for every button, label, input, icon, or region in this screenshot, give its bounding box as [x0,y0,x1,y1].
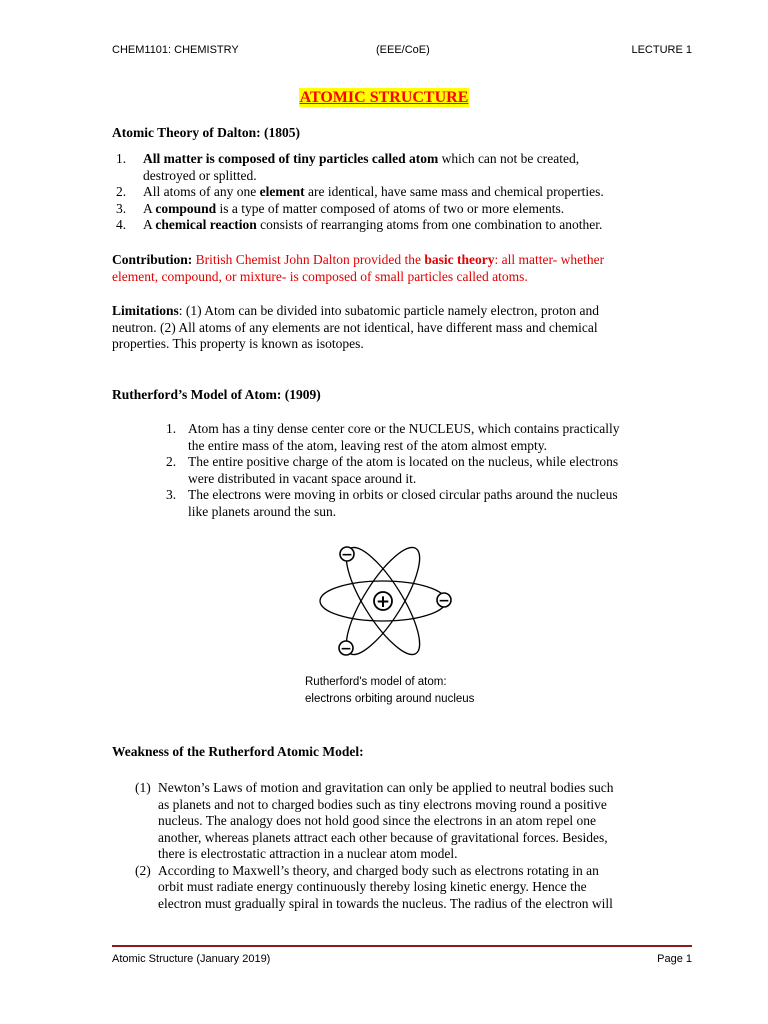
limitations-label: Limitations [112,303,179,318]
list-item [166,487,696,520]
contribution-text: element, compound, or mixture- is composed of small particles called atoms. [112,268,528,284]
electron-sign: − [340,641,352,657]
nucleus-sign: + [375,592,391,612]
electron-sign: − [438,593,450,609]
limitations-text: properties. This property is known as isotopes. [112,336,364,351]
rutherford-heading: Rutherford’s Model of Atom: (1909) [112,387,321,402]
item-bold: compound [155,200,217,216]
item-text: According to Maxwell’s theory, and charged body such as electrons rotating in an [158,862,599,878]
electron [437,593,451,609]
list-item [116,184,686,201]
electron-sign: − [341,547,353,563]
item-text: A [143,217,156,232]
list-item [116,201,686,218]
item-text: A [143,200,156,216]
item-text: orbit must radiate energy continuously thereby losing kinetic energy. Hence the [158,879,587,894]
list-item [135,780,695,863]
contribution-label: Contribution: [112,252,193,267]
item-text: consists of rearranging atoms from one combination to another. [256,217,603,232]
item-bold: element [259,184,305,199]
electron [340,547,354,563]
item-text: The entire positive charge of the atom is located on the nucleus, while electrons [188,454,619,469]
rutherford-list [166,421,696,520]
contribution-bold: basic theory [424,252,495,267]
item-text: are identical, have same mass and chemical properties. [304,184,604,199]
item-number: (1) [135,780,151,795]
dalton-list [116,151,686,234]
electron [339,641,353,657]
item-text: All atoms of any one [143,184,260,199]
weakness-heading: Weakness of the Rutherford Atomic Model: [112,744,364,759]
caption-text: Rutherford's model of atom: [305,676,447,688]
item-text: another, whereas planets attract each other because of gravitational forces. Besides, [158,829,608,845]
limitations-text: : (1) Atom can be divided into subatomic particle namely electron, proton and [178,303,600,318]
item-text: were distributed in vacant space around it. [188,470,417,486]
item-text: nucleus. The analogy does not hold good since the electrons in an atom repel one [158,813,597,828]
title-wrap [0,88,768,107]
item-text: Newton’s Laws of motion and gravitation can only be applied to neutral bodies such [158,780,614,795]
item-number: 1. [166,421,177,436]
limitations-paragraph [112,303,672,353]
item-bold: chemical reaction [155,217,257,232]
list-item [116,217,686,234]
item-text: like planets around the sun. [188,503,337,519]
item-text: the entire mass of the atom, leaving rest of the atom almost empty. [188,437,548,453]
list-item [166,454,696,487]
list-item [135,863,695,913]
header-course: CHEM1101: CHEMISTRY [112,44,239,56]
item-text: electron must gradually spiral in towards the nucleus. The radius of the electron will [158,895,613,911]
item-text: is a type of matter composed of atoms of two or more elements. [216,200,565,216]
page-number: Page 1 [657,953,692,965]
list-item [116,151,686,184]
contribution-text: British Chemist John Dalton provided the [192,252,425,267]
limitations-text: neutron. (2) All atoms of any elements are not identical, have different mass and chemical [112,319,598,335]
header-lecture: LECTURE 1 [631,44,692,56]
header-dept: (EEE/CoE) [376,44,430,56]
item-number: 1. [116,151,127,166]
item-text: Atom has a tiny dense center core or the NUCLEUS, which contains practically [188,421,620,436]
item-number: (2) [135,862,151,878]
item-text: which can not be created, [438,151,580,166]
item-bold: All matter is composed of tiny particles called atom [143,151,439,166]
contribution-text: : all matter- whether [494,252,605,267]
item-text: as planets and not to charged bodies such as tiny electrons moving round a positive [158,796,607,812]
footer-rule [112,945,692,947]
caption-text: electrons orbiting around nucleus [305,693,475,705]
contribution-paragraph [112,252,672,285]
item-number: 2. [116,184,127,199]
nucleus [374,592,392,612]
item-number: 3. [166,487,177,502]
item-text: there is electrostatic attraction in a nuclear atom model. [158,846,458,861]
page-title: ATOMIC STRUCTURE [299,89,469,106]
item-text: destroyed or splitted. [143,167,257,183]
list-item [166,421,696,454]
figure-caption [305,674,474,708]
dalton-heading: Atomic Theory of Dalton: (1805) [112,125,300,140]
item-text: The electrons were moving in orbits or closed circular paths around the nucleus [188,487,618,502]
item-number: 2. [166,454,177,469]
atom-diagram [310,542,460,660]
item-number: 4. [116,217,127,232]
item-number: 3. [116,200,127,216]
footer-title: Atomic Structure (January 2019) [112,953,271,965]
weakness-list [135,780,695,912]
